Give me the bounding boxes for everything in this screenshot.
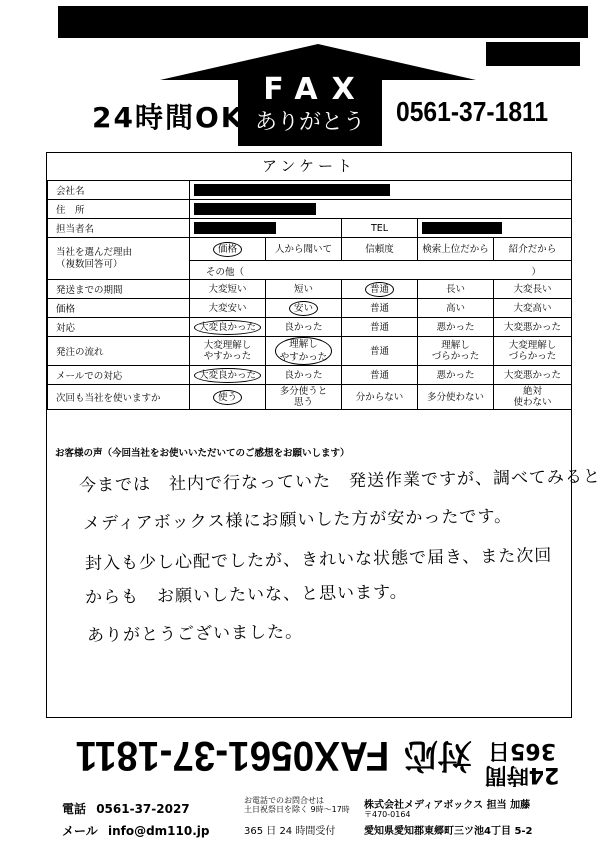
reason-option: [190, 238, 266, 261]
rating-option-label: 大変短い: [208, 283, 247, 295]
company-value: [190, 181, 572, 200]
reason-option: 信頼度: [342, 238, 418, 261]
rating-row: [48, 366, 572, 385]
rating-option-label: 普通: [369, 369, 389, 381]
rating-option: [266, 337, 342, 366]
rating-row: [48, 385, 572, 410]
rating-option-label: 短い: [293, 283, 313, 295]
rating-option-label: 理解し やすかった: [275, 337, 333, 365]
rating-option: [190, 337, 266, 366]
phone-number: 0561-37-2027: [96, 802, 190, 816]
email-link[interactable]: info@dm110.jp: [107, 824, 210, 838]
band-taiou-text: 対応: [404, 735, 472, 775]
redacted-header-box: [486, 42, 580, 66]
rating-option-label: 普通: [369, 302, 389, 314]
rating-option-label: 悪かった: [436, 321, 475, 333]
rating-option: [494, 385, 572, 410]
rating-option: [342, 366, 418, 385]
rating-option: [190, 318, 266, 337]
phone-label: 電話: [62, 802, 87, 816]
rating-option-label: 良かった: [284, 321, 323, 333]
reason-option: 検索上位だから: [418, 238, 494, 261]
company-address: 愛知県愛知郡東郷町三ツ池4丁目 5-2: [364, 826, 533, 837]
rating-option-label: 分からない: [355, 391, 404, 403]
rating-option: [494, 337, 572, 366]
survey-table: [47, 180, 572, 410]
rating-option: [342, 299, 418, 318]
redacted-tel: [422, 222, 502, 234]
rating-option: [418, 299, 494, 318]
reason-label-line2: （複数回答可）: [56, 258, 123, 270]
reason-option: 紹介だから: [494, 238, 572, 261]
company-name: 株式会社メディアボックス 担当 加藤: [364, 800, 531, 811]
reason-option-label: 価格: [213, 242, 242, 257]
rating-row: [48, 299, 572, 318]
survey-form: [46, 152, 602, 718]
rating-option-label: 普通: [365, 282, 394, 297]
rating-option-label: 安い: [289, 301, 318, 316]
band-hours: 24時間: [484, 762, 560, 787]
rating-row-label: 発送までの期間: [48, 280, 190, 299]
rating-option: [190, 280, 266, 299]
person-row: [48, 219, 572, 238]
rating-option: [418, 366, 494, 385]
rating-option: [190, 299, 266, 318]
address-value: [190, 200, 572, 219]
rating-option: [342, 318, 418, 337]
phone-line: [62, 800, 190, 817]
rating-option-label: 多分使うと 思う: [279, 386, 328, 408]
hours-ok-text: 24時間OK: [92, 101, 245, 134]
other-label: その他（: [206, 267, 245, 278]
reason-label-line1: 当社を選んだ理由: [56, 246, 133, 258]
rating-option: [266, 366, 342, 385]
rating-option-label: 使う: [213, 390, 242, 405]
rating-option-label: 悪かった: [436, 369, 475, 381]
rating-row-label: メールでの対応: [48, 366, 190, 385]
rating-option-label: 普通: [369, 321, 389, 333]
rating-option: [266, 280, 342, 299]
hours-note: [244, 796, 350, 814]
handwriting-line: メディアボックス様にお願いした方が安かったです。: [82, 506, 513, 534]
rating-option: [266, 299, 342, 318]
person-value: [190, 219, 342, 238]
rating-option: [418, 337, 494, 366]
rating-option: [418, 280, 494, 299]
reason-row: [48, 238, 572, 261]
rating-option: [418, 385, 494, 410]
person-label: 担当者名: [48, 219, 190, 238]
rating-option-label: 大変安い: [208, 302, 247, 314]
reason-label: [48, 238, 190, 280]
rating-row-label: 対応: [48, 318, 190, 337]
redacted-header-bar: [58, 6, 588, 38]
rating-option-label: 長い: [445, 283, 465, 295]
reason-other: [190, 261, 572, 280]
rating-option: [190, 385, 266, 410]
band-days-text: 365日: [488, 738, 556, 763]
handwriting-line: ありがとうございました。: [86, 622, 304, 646]
rating-option-label: 多分使わない: [426, 391, 484, 403]
rating-option-label: 普通: [369, 345, 389, 357]
rating-option: [342, 337, 418, 366]
rating-option: [494, 366, 572, 385]
rating-option-label: 大変悪かった: [504, 369, 562, 381]
redacted-person: [194, 222, 276, 234]
handwriting-line: からも お願いしたいな、と思います。: [84, 582, 408, 608]
voice-heading: お客様の声（今回当社をお使いいただいてのご感想をお願いします）: [55, 448, 350, 459]
rating-option-label: 大変高い: [513, 302, 552, 314]
hours-note-line2: 土日祝祭日を除く 9時〜17時: [244, 805, 350, 814]
redacted-address: [194, 203, 316, 215]
postal-code: 〒470-0164: [364, 810, 411, 819]
rating-option-label: 理解し づらかった: [431, 340, 480, 362]
header-fax-number: 0561-37-1811: [396, 96, 549, 127]
tel-label: TEL: [342, 219, 418, 238]
company-row: [48, 181, 572, 200]
fax-note: 365 日 24 時間受付: [244, 826, 336, 837]
fax-box: [238, 74, 382, 146]
rating-option: [190, 366, 266, 385]
rating-option: [418, 318, 494, 337]
rating-option: [266, 385, 342, 410]
rating-option-label: 大変理解し やすかった: [203, 340, 252, 362]
rating-row: [48, 318, 572, 337]
handwriting-line: 今までは 社内で行なっていた 発送作業ですが、調べてみると: [78, 466, 602, 496]
rating-option: [266, 318, 342, 337]
address-row: [48, 200, 572, 219]
band-taiou: [404, 734, 472, 783]
company-label: 会社名: [48, 181, 190, 200]
mail-line: [62, 822, 209, 839]
rating-row-label: 次回も当社を使いますか: [48, 385, 190, 410]
rating-option: [342, 385, 418, 410]
redacted-company: [194, 184, 390, 196]
thanks-text: ありがとう: [254, 110, 365, 135]
rating-option-label: 絶対 使わない: [513, 386, 552, 408]
rating-row-label: 発注の流れ: [48, 337, 190, 366]
rating-row: [48, 337, 572, 366]
band-fax-number: FAX0561-37-1811: [75, 733, 390, 780]
rating-option-label: 大変良かった: [194, 320, 261, 335]
mail-label: メール: [62, 824, 98, 838]
rating-option: [494, 299, 572, 318]
address-label: 住 所: [48, 200, 190, 219]
rating-row: [48, 280, 572, 299]
tel-value: [418, 219, 572, 238]
rating-option: [494, 280, 572, 299]
rating-option-label: 高い: [445, 302, 465, 314]
form-title: アンケート: [47, 153, 571, 181]
reason-option: 人から聞いて: [266, 238, 342, 261]
rating-option-label: 大変理解し づらかった: [508, 340, 557, 362]
rating-option: [342, 280, 418, 299]
rating-row-label: 価格: [48, 299, 190, 318]
rating-option-label: 大変長い: [513, 283, 552, 295]
rating-option-label: 大変良かった: [194, 368, 261, 383]
rating-option-label: 良かった: [284, 369, 323, 381]
handwriting-line: 封入も少し心配でしたが、きれいな状態で届き、また次回: [84, 545, 553, 574]
fax-word: FAX: [263, 72, 369, 107]
rating-option: [494, 318, 572, 337]
other-close: ）: [531, 267, 542, 278]
rating-rows: [48, 280, 572, 410]
rating-option-label: 大変悪かった: [504, 321, 562, 333]
hours-note-line1: お電話でのお問合せは: [244, 796, 324, 805]
band-days: [482, 738, 562, 786]
